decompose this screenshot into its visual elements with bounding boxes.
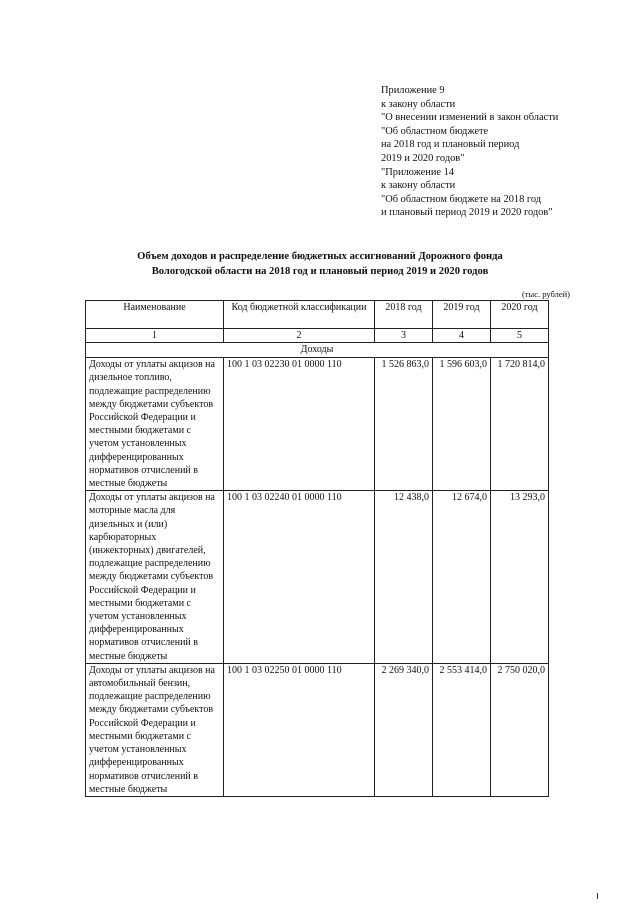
header-line: к закону области — [381, 98, 456, 110]
header-line: "О внесении изменений в закон области — [381, 112, 559, 124]
value-2019: 2 553 414,0 — [433, 663, 491, 796]
column-number: 3 — [375, 329, 433, 343]
column-number: 4 — [433, 329, 491, 343]
title-line-1: Объем доходов и распределение бюджетных ассигнований Дорожного фонда — [137, 251, 503, 262]
column-numbers-row — [86, 329, 549, 343]
header-line: на 2018 год и плановый период — [381, 139, 520, 151]
column-header-2018: 2018 год — [375, 301, 433, 329]
row-code: 100 1 03 02230 01 0000 110 — [224, 358, 375, 491]
value-2018: 1 526 863,0 — [375, 358, 433, 491]
title-line-2: Вологодской области на 2018 год и плановый период 2019 и 2020 годов — [151, 266, 489, 277]
row-name: Доходы от уплаты акцизов на дизельное топливо, подлежащие распределению между бюджетами субъектов Российской Федерации и местными бюджетами с учетом установленных дифференцированных нормативов отчислений в местные бюджеты — [86, 358, 224, 491]
appendix-header — [381, 84, 631, 220]
table-row — [86, 491, 549, 664]
value-2020: 13 293,0 — [491, 491, 549, 664]
section-title: Доходы — [86, 343, 549, 358]
column-number: 2 — [224, 329, 375, 343]
header-line: "Об областном бюджете на 2018 год — [381, 193, 542, 205]
header-line: Приложение 9 — [381, 85, 445, 96]
header-line: "Приложение 14 — [381, 166, 454, 178]
budget-table — [85, 300, 549, 797]
value-2018: 12 438,0 — [375, 491, 433, 664]
row-code: 100 1 03 02240 01 0000 110 — [224, 491, 375, 664]
units-note: (тыс. рублей) — [521, 289, 570, 299]
column-number: 1 — [86, 329, 224, 343]
header-line: и плановый период 2019 и 2020 годов" — [381, 207, 553, 219]
section-row — [86, 343, 549, 358]
column-header-code: Код бюджетной классификации — [224, 301, 375, 329]
table-row — [86, 663, 549, 796]
row-name: Доходы от уплаты акцизов на моторные масла для дизельных и (или) карбюраторных (инжекторных) двигателей, подлежащие распределению между бюджетами субъектов Российской Федерации и местными бюджетами с учетом установленных дифференцированных нормативов отчислений в местные бюджеты — [86, 491, 224, 664]
value-2019: 12 674,0 — [433, 491, 491, 664]
scan-mark — [597, 893, 598, 899]
table-row — [86, 358, 549, 491]
header-line: к закону области — [381, 180, 456, 192]
table-header-row — [86, 301, 549, 329]
column-header-2019: 2019 год — [433, 301, 491, 329]
column-header-name: Наименование — [86, 301, 224, 329]
value-2019: 1 596 603,0 — [433, 358, 491, 491]
value-2018: 2 269 340,0 — [375, 663, 433, 796]
column-header-2020: 2020 год — [491, 301, 549, 329]
row-name: Доходы от уплаты акцизов на автомобильный бензин, подлежащие распределению между бюджетами субъектов Российской Федерации и местными бюджетами с учетом установленных дифференцированных нормативов отчислений в местные бюджеты — [86, 663, 224, 796]
column-number: 5 — [491, 329, 549, 343]
header-line: 2019 и 2020 годов" — [381, 152, 465, 164]
header-line: "Об областном бюджете — [381, 125, 489, 137]
value-2020: 2 750 020,0 — [491, 663, 549, 796]
value-2020: 1 720 814,0 — [491, 358, 549, 491]
row-code: 100 1 03 02250 01 0000 110 — [224, 663, 375, 796]
document-title — [60, 249, 580, 279]
